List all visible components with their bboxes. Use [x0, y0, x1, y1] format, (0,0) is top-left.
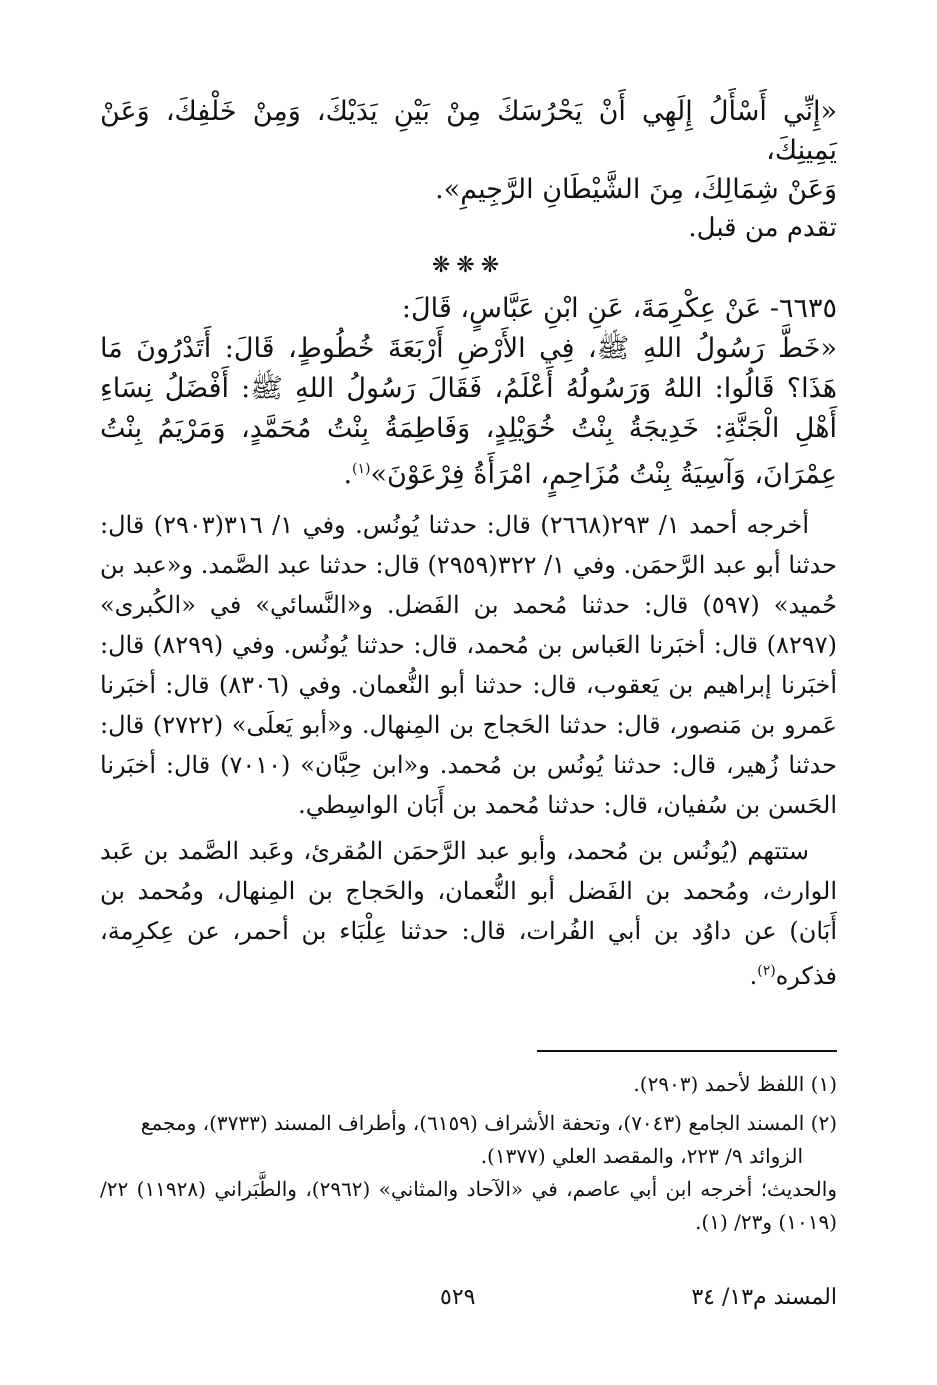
previous-hadith-line-1: «إِنِّي أَسْأَلُ إِلَهِي أَنْ يَحْرُسَكَ مِنْ بَيْنِ يَدَيْكَ، وَمِنْ خَلْفِكَ، وَعَنْ يَمِينِكَ، [100, 96, 837, 166]
footnote-2-line-1: (٢) المسند الجامع (٧٠٤٣)، وتحفة الأشراف (٦١٥٩)، وأطراف المسند (٣٧٣٣)، ومجمع [140, 1111, 837, 1135]
signature-mark: المسند م١٣/ ٣٤ [691, 1285, 837, 1310]
section-separator: ❋❋❋ [431, 253, 506, 278]
hadith-matn: «خَطَّ رَسُولُ اللهِ ﷺ، فِي الأَرْضِ أَرْبَعَةَ خُطُوطٍ، قَالَ: أَتَدْرُونَ مَا هَذَا؟ قَالُوا: اللهُ وَرَسُولُهُ أَعْلَمُ، فَقَالَ رَسُولُ اللهِ ﷺ: أَفْضَلُ نِسَاءِ أَهْلِ الْجَنَّةِ: خَدِيجَةُ بِنْتُ خُوَيْلِدٍ، وَفَاطِمَةُ بِنْتُ مُحَمَّدٍ، وَمَرْيَمُ بِنْتُ عِمْرَانَ، وَآسِيَةُ بِنْتُ مُزَاحِمٍ، امْرَأَةُ فِرْعَوْنَ»$^{(١)}$. [100, 333, 837, 490]
takhrij-paragraph-2: ستتهم (يُونُس بن مُحمد، وأبو عبد الرَّحمَن المُقرئ، وعَبد الصَّمد بن عَبد الوارث، ومُحمد بن الفَضل أبو النُّعمان، والحَجاج بن المِنهال، ومُحمد بن أَبَان) عن داوُد بن أبي الفُرات، قال: حدثنا عِلْبَاء بن أحمر، عن عِكرِمة، فذكره$^{(٢)}$. [100, 837, 837, 990]
main-text [100, 92, 837, 996]
footnote-1: (١) اللفظ لأحمد (٢٩٠٣). [633, 1072, 837, 1096]
footnote-3: والحديث؛ أخرجه ابن أبي عاصم، في «الآحاد والمثاني» (٢٩٦٢)، والطَّبَراني (١١٩٢٨) ٢٢/ (١٠١٩) و٢٣/ (١). [100, 1177, 837, 1234]
takhrij-section [100, 505, 837, 996]
previous-hadith-line-2: وَعَنْ شِمَالِكَ، مِنَ الشَّيْطَانِ الرَّجِيمِ». [435, 174, 837, 205]
takhrij-paragraph-1: أخرجه أحمد ١/ ٢٩٣(٢٦٦٨) قال: حدثنا يُونُس. وفي ١/ ٣١٦(٢٩٠٣) قال: حدثنا أبو عبد الرَّحمَن. وفي ١/ ٣٢٢(٢٩٥٩) قال: حدثنا عبد الصَّمد. و«عبد بن حُميد» (٥٩٧) قال: حدثنا مُحمد بن الفَضل. و«النَّسائي» في «الكُبرى» (٨٢٩٧) قال: أخبَرنا العَباس بن مُحمد، قال: حدثنا يُونُس. وفي (٨٢٩٩) قال: أخبَرنا إبراهيم بن يَعقوب، قال: حدثنا أبو النُّعمان. وفي (٨٣٠٦) قال: أخبَرنا عَمرو بن مَنصور، قال: حدثنا الحَجاج بن المِنهال. و«أبو يَعلَى» (٢٧٢٢) قال: حدثنا زُهير، قال: حدثنا يُونُس بن مُحمد. و«ابن حِبَّان» (٧٠١٠) قال: أخبَرنا الحَسن بن سُفيان، قال: حدثنا مُحمد بن أَبَان الواسِطي. [100, 511, 837, 819]
page-number: ٥٢٩ [440, 1285, 476, 1310]
footnote-ref-2: (٢) [757, 963, 776, 979]
hadith-matn-text: «خَطَّ رَسُولُ اللهِ ﷺ، فِي الأَرْضِ أَرْبَعَةَ خُطُوطٍ، قَالَ: أَتَدْرُونَ مَا هَذَا؟ قَالُوا: اللهُ وَرَسُولُهُ أَعْلَمُ، فَقَالَ رَسُولُ اللهِ ﷺ: أَفْضَلُ نِسَاءِ أَهْلِ الْجَنَّةِ: خَدِيجَةُ بِنْتُ خُوَيْلِدٍ، وَفَاطِمَةُ بِنْتُ مُحَمَّدٍ، وَمَرْيَمُ بِنْتُ عِمْرَانَ، وَآسِيَةُ بِنْتُ مُزَاحِمٍ، امْرَأَةُ فِرْعَوْنَ» [100, 333, 837, 490]
takhrij-paragraph-2-text: ستتهم (يُونُس بن مُحمد، وأبو عبد الرَّحمَن المُقرئ، وعَبد الصَّمد بن عَبد الوارث، ومُحمد بن الفَضل أبو النُّعمان، والحَجاج بن المِنهال، ومُحمد بن أَبَان) عن داوُد بن أبي الفُرات، قال: حدثنا عِلْبَاء بن أحمر، عن عِكرِمة، فذكره [100, 837, 837, 990]
footnote-ref-1: (١) [352, 461, 371, 477]
footnotes [100, 1068, 837, 1239]
footnote-divider [537, 1050, 837, 1052]
previous-note: تقدم من قبل. [688, 213, 837, 243]
hadith-header: ٦٦٣٥- عَنْ عِكْرِمَةَ، عَنِ ابْنِ عَبَّاسٍ، قَالَ: [401, 293, 837, 324]
footnote-2-line-2: الزوائد ٩/ ٢٢٣، والمقصد العلي (١٣٧٧). [480, 1144, 803, 1168]
